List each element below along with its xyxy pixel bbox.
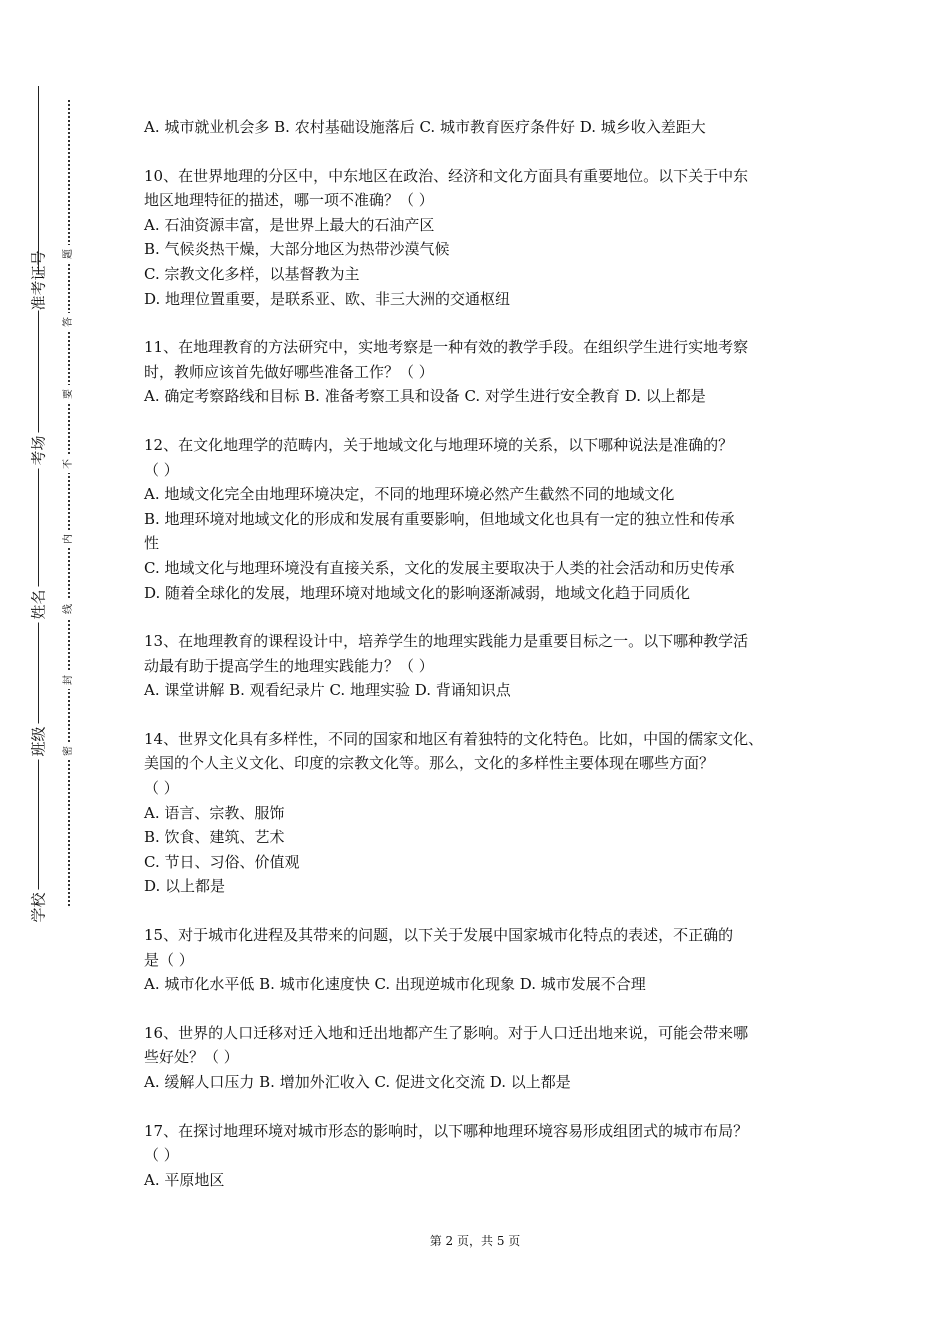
question-line: C. 宗教文化多样，以基督教为主 (144, 264, 360, 283)
question-line: 美国的个人主义文化、印度的宗教文化等。那么，文化的多样性主要体现在哪些方面？ (144, 754, 715, 773)
question-line: 12、在文化地理学的范畴内，关于地域文化与地理环境的关系，以下哪种说法是准确的？ (144, 435, 734, 454)
field-label-exam-room: 考场 (28, 433, 49, 469)
question-line: A. 城市化水平低 B. 城市化速度快 C. 出现逆城市化现象 D. 城市发展不合理 (144, 975, 646, 994)
question-line: D. 随着全球化的发展，地理环境对地域文化的影响逐渐减弱，地域文化趋于同质化 (144, 583, 691, 602)
question-line: 17、在探讨地理环境对城市形态的影响时，以下哪种地理环境容易形成组团式的城市布局？ (144, 1121, 749, 1140)
question-line: A. 语言、宗教、服饰 (144, 803, 285, 822)
question-block (144, 1021, 824, 1095)
field-label-name: 姓名 (28, 587, 49, 623)
question-line: A. 城市就业机会多 B. 农村基础设施落后 C. 城市教育医疗条件好 D. 城乡收入差距大 (144, 118, 706, 136)
seal-char: 线 (60, 600, 78, 618)
question-line: B. 地理环境对地域文化的形成和发展有重要影响，但地域文化也具有一定的独立性和传承 (144, 509, 735, 528)
question-line: C. 节日、习俗、价值观 (144, 852, 300, 871)
question-line: D. 地理位置重要，是联系亚、欧、非三大洲的交通枢纽 (144, 289, 511, 308)
question-line: 10、在世界地理的分区中，中东地区在政治、经济和文化方面具有重要地位。以下关于中东 (144, 166, 749, 185)
question-block (144, 1119, 824, 1193)
question-line: B. 气候炎热干燥，大部分地区为热带沙漠气候 (144, 240, 450, 259)
question-line: 些好处？（ ） (144, 1048, 239, 1067)
question-line: 16、世界的人口迁移对迁入地和迁出地都产生了影响。对于人口迁出地来说，可能会带来哪 (144, 1023, 749, 1042)
field-label-exam-number: 准考证号 (29, 250, 48, 311)
binding-solid-line (38, 86, 39, 906)
question-line: 14、世界文化具有多样性，不同的国家和地区有着独特的文化特色。比如，中国的儒家文化、 (144, 729, 764, 748)
question-line: A. 确定考察路线和目标 B. 准备考察工具和设备 C. 对学生进行安全教育 D. 以上都是 (144, 387, 706, 406)
binding-margin (0, 0, 110, 1344)
field-label-class: 班级 (28, 724, 49, 760)
question-line: A. 地域文化完全由地理环境决定，不同的地理环境必然产生截然不同的地域文化 (144, 485, 675, 504)
seal-char: 不 (60, 455, 78, 473)
question-block (144, 433, 824, 605)
seal-char: 题 (60, 245, 78, 263)
question-line: 地区地理特征的描述，哪一项不准确？（ ） (144, 191, 434, 210)
question-line: 15、对于城市化进程及其带来的问题，以下关于发展中国家城市化特点的表述，不正确的 (144, 926, 734, 945)
question-list (144, 115, 824, 1216)
question-line: A. 石油资源丰富，是世界上最大的石油产区 (144, 215, 435, 234)
question-line: 是（ ） (144, 950, 194, 969)
seal-char: 要 (60, 385, 78, 403)
question-line: A. 缓解人口压力 B. 增加外汇收入 C. 促进文化交流 D. 以上都是 (144, 1073, 571, 1091)
question-line: D. 以上都是 (144, 877, 226, 896)
question-line: （ ） (144, 460, 179, 479)
question-line: C. 地域文化与地理环境没有直接关系，文化的发展主要取决于人类的社会活动和历史传承 (144, 558, 735, 577)
seal-char: 答 (60, 313, 78, 331)
question-line: B. 饮食、建筑、艺术 (144, 828, 285, 847)
question-block (144, 335, 824, 409)
question-block (144, 115, 824, 140)
question-line: 动最有助于提高学生的地理实践能力？（ ） (144, 656, 434, 675)
question-block (144, 629, 824, 703)
question-block (144, 923, 824, 997)
question-line: A. 平原地区 (144, 1170, 225, 1189)
question-block (144, 164, 824, 312)
question-line: 性 (144, 534, 160, 553)
field-label-school: 学校 (28, 890, 49, 926)
question-line: 13、在地理教育的课程设计中，培养学生的地理实践能力是重要目标之一。以下哪种教学活 (144, 632, 749, 651)
seal-char: 密 (60, 742, 78, 760)
question-line: （ ） (144, 1146, 179, 1165)
question-line: 时，教师应该首先做好哪些准备工作？（ ） (144, 362, 434, 381)
question-block (144, 727, 824, 899)
question-line: 11、在地理教育的方法研究中，实地考察是一种有效的教学手段。在组织学生进行实地考察 (144, 338, 749, 357)
page-footer: 第 2 页，共 5 页 (429, 1234, 521, 1248)
seal-char: 内 (60, 530, 78, 548)
binding-dotted-line (68, 100, 70, 906)
question-line: （ ） (144, 779, 179, 798)
seal-char: 封 (60, 671, 78, 689)
question-line: A. 课堂讲解 B. 观看纪录片 C. 地理实验 D. 背诵知识点 (144, 681, 511, 700)
